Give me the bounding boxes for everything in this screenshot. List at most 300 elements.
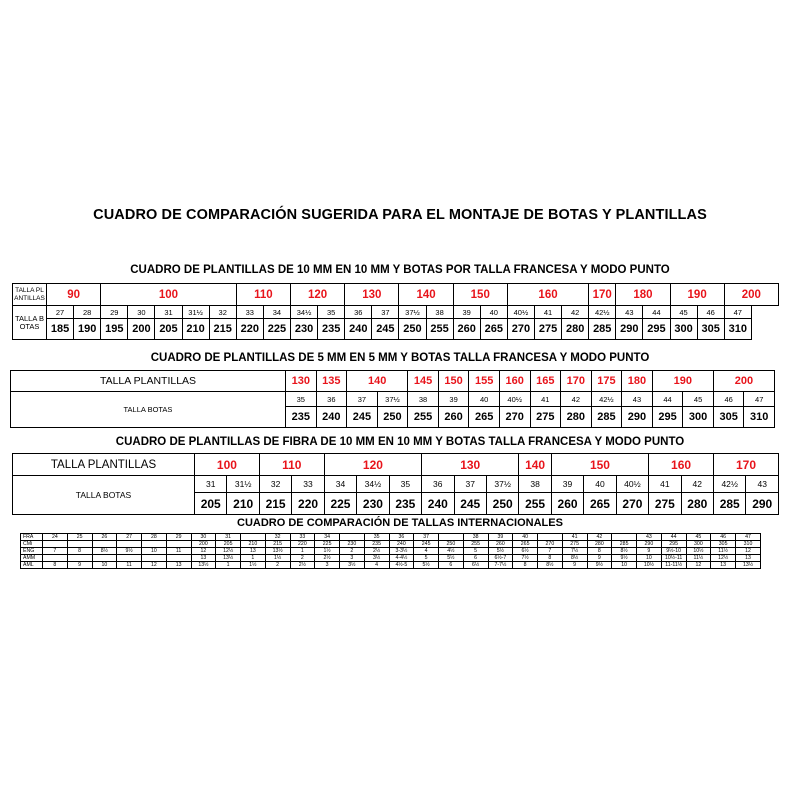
intl-size-cell: 245	[414, 541, 439, 548]
intl-size-cell: 5½	[488, 548, 513, 555]
modo-punto-cell: 270	[507, 319, 534, 340]
intl-size-cell: 310	[736, 541, 761, 548]
intl-size-cell: 10½	[637, 562, 662, 569]
table-tallas-internacionales	[20, 533, 761, 569]
plantilla-size-cell: 120	[324, 454, 421, 476]
talla-francesa-cell: 31	[155, 306, 182, 319]
intl-size-cell: 40	[513, 534, 538, 541]
intl-size-cell: 8	[67, 548, 92, 555]
talla-francesa-cell: 31	[195, 476, 227, 493]
plantilla-size-cell: 170	[589, 284, 616, 306]
plantilla-size-cell: 160	[507, 284, 588, 306]
talla-francesa-cell: 41	[530, 392, 561, 407]
intl-size-cell: 12	[686, 562, 711, 569]
intl-size-cell	[538, 534, 563, 541]
modo-punto-cell: 250	[486, 493, 518, 515]
intl-size-cell	[612, 534, 637, 541]
intl-size-cell: 38	[463, 534, 488, 541]
intl-size-cell: 11½	[711, 548, 736, 555]
intl-size-cell	[439, 534, 464, 541]
intl-size-cell: 200	[191, 541, 216, 548]
modo-punto-cell: 260	[453, 319, 480, 340]
plantilla-size-cell: 145	[408, 371, 439, 392]
modo-punto-cell: 280	[681, 493, 713, 515]
modo-punto-cell: 260	[551, 493, 583, 515]
modo-punto-cell: 260	[438, 407, 469, 428]
modo-punto-cell: 280	[562, 319, 589, 340]
label-talla-plantillas: TALLA PLANTILLAS	[13, 284, 47, 306]
intl-size-cell: 8½	[92, 548, 117, 555]
talla-francesa-cell: 40	[584, 476, 616, 493]
talla-francesa-cell: 36	[316, 392, 347, 407]
intl-row-label: FRA	[21, 534, 43, 541]
intl-size-cell: 2½	[364, 548, 389, 555]
intl-size-cell: 3	[315, 562, 340, 569]
talla-francesa-cell: 36	[345, 306, 372, 319]
table-plantillas-10mm	[12, 283, 779, 340]
talla-francesa-cell: 40½	[616, 476, 648, 493]
intl-size-cell: 9½	[612, 555, 637, 562]
intl-size-cell: 5½	[414, 562, 439, 569]
intl-size-cell: 7	[43, 548, 68, 555]
intl-size-cell	[166, 541, 191, 548]
modo-punto-cell: 250	[377, 407, 408, 428]
talla-francesa-cell: 42½	[714, 476, 746, 493]
intl-size-cell: 290	[637, 541, 662, 548]
talla-francesa-cell: 43	[746, 476, 779, 493]
intl-size-cell: 39	[488, 534, 513, 541]
talla-francesa-cell: 45	[683, 392, 714, 407]
modo-punto-cell: 230	[290, 319, 317, 340]
talla-francesa-cell: 42½	[589, 306, 616, 319]
intl-size-cell: 250	[439, 541, 464, 548]
intl-size-cell: 42	[587, 534, 612, 541]
intl-size-cell: 8½	[538, 562, 563, 569]
talla-francesa-cell: 37½	[486, 476, 518, 493]
intl-size-cell: 29	[166, 534, 191, 541]
intl-size-cell: 44	[661, 534, 686, 541]
plantilla-size-cell: 100	[101, 284, 237, 306]
plantilla-size-cell: 160	[649, 454, 714, 476]
plantilla-size-cell: 155	[469, 371, 500, 392]
modo-punto-cell: 230	[357, 493, 389, 515]
intl-size-cell: 9	[587, 555, 612, 562]
plantilla-size-cell: 160	[499, 371, 530, 392]
plantilla-size-cell: 110	[259, 454, 324, 476]
intl-size-cell: 8½	[562, 555, 587, 562]
row-talla-francesa	[13, 476, 779, 493]
intl-size-cell: 41	[562, 534, 587, 541]
intl-size-cell: 215	[265, 541, 290, 548]
intl-size-cell	[92, 541, 117, 548]
intl-size-cell: 4	[414, 548, 439, 555]
intl-size-cell: 8	[538, 555, 563, 562]
intl-size-cell: 9	[637, 548, 662, 555]
intl-size-cell: 8	[587, 548, 612, 555]
talla-francesa-cell: 45	[670, 306, 697, 319]
intl-size-cell: 13	[736, 555, 761, 562]
talla-francesa-cell: 46	[713, 392, 744, 407]
intl-size-cell	[241, 534, 266, 541]
plantilla-size-cell: 180	[622, 371, 653, 392]
intl-size-cell: 6½	[513, 548, 538, 555]
intl-size-cell: 6½	[463, 562, 488, 569]
intl-size-cell: 7½	[562, 548, 587, 555]
intl-size-cell: 25	[67, 534, 92, 541]
intl-size-cell: 7	[538, 548, 563, 555]
talla-francesa-cell: 41	[649, 476, 681, 493]
plantilla-size-cell: 140	[519, 454, 551, 476]
modo-punto-cell: 270	[499, 407, 530, 428]
talla-francesa-cell: 41	[534, 306, 561, 319]
talla-francesa-cell: 29	[101, 306, 128, 319]
intl-size-cell: 11-11½	[661, 562, 686, 569]
talla-francesa-cell: 35	[286, 392, 317, 407]
intl-size-cell: 24	[43, 534, 68, 541]
intl-size-cell: 47	[736, 534, 761, 541]
intl-size-cell	[166, 555, 191, 562]
label-talla-botas: TALLA BOTAS	[13, 306, 47, 340]
intl-size-cell: 2	[340, 548, 365, 555]
intl-size-cell: 10½-11	[661, 555, 686, 562]
modo-punto-cell: 275	[649, 493, 681, 515]
intl-size-cell: 300	[686, 541, 711, 548]
modo-punto-cell: 300	[683, 407, 714, 428]
plantilla-size-cell: 130	[422, 454, 519, 476]
plantilla-size-cell: 190	[670, 284, 724, 306]
intl-size-cell: 27	[117, 534, 142, 541]
plantilla-size-cell: 150	[453, 284, 507, 306]
talla-francesa-cell: 35	[389, 476, 421, 493]
intl-size-cell: 4-4½	[389, 555, 414, 562]
plantilla-size-cell: 150	[438, 371, 469, 392]
talla-francesa-cell: 42	[681, 476, 713, 493]
modo-punto-cell: 250	[399, 319, 426, 340]
page-title: CUADRO DE COMPARACIÓN SUGERIDA PARA EL MONTAJE DE BOTAS Y PLANTILLAS	[93, 207, 707, 223]
label-talla-plantillas: TALLA PLANTILLAS	[11, 371, 286, 392]
intl-size-cell: 12½	[711, 555, 736, 562]
intl-size-cell: 26	[92, 534, 117, 541]
modo-punto-cell: 205	[195, 493, 227, 515]
table-plantillas-5mm	[10, 370, 775, 428]
plantilla-size-cell: 175	[591, 371, 622, 392]
modo-punto-cell: 295	[652, 407, 683, 428]
intl-size-cell: 11½	[686, 555, 711, 562]
intl-size-cell: 12	[736, 548, 761, 555]
intl-size-cell: 13	[166, 562, 191, 569]
modo-punto-cell: 305	[697, 319, 724, 340]
talla-francesa-cell: 32	[259, 476, 291, 493]
modo-punto-cell: 255	[519, 493, 551, 515]
intl-size-cell: 46	[711, 534, 736, 541]
talla-francesa-cell: 40½	[507, 306, 534, 319]
intl-size-cell: 45	[686, 534, 711, 541]
intl-size-cell: 9	[67, 562, 92, 569]
intl-size-cell: 6	[439, 562, 464, 569]
intl-size-cell: 12	[191, 548, 216, 555]
intl-size-cell	[117, 555, 142, 562]
talla-francesa-cell: 42½	[591, 392, 622, 407]
plantilla-size-cell: 180	[616, 284, 670, 306]
plantilla-size-cell: 130	[286, 371, 317, 392]
plantilla-size-cell: 110	[236, 284, 290, 306]
talla-francesa-cell: 40	[469, 392, 500, 407]
intl-row-label: AML	[21, 562, 43, 569]
intl-size-cell: 34	[315, 534, 340, 541]
modo-punto-cell: 245	[372, 319, 399, 340]
intl-row-eng	[21, 548, 761, 555]
modo-punto-cell: 205	[155, 319, 182, 340]
talla-francesa-cell: 34	[263, 306, 290, 319]
plantilla-size-cell: 150	[551, 454, 648, 476]
row-talla-plantillas	[11, 371, 775, 392]
modo-punto-cell: 290	[622, 407, 653, 428]
intl-size-cell: 265	[513, 541, 538, 548]
talla-francesa-cell: 27	[47, 306, 74, 319]
talla-francesa-cell: 40	[480, 306, 507, 319]
intl-size-cell: 8	[513, 562, 538, 569]
talla-francesa-cell: 37½	[377, 392, 408, 407]
talla-francesa-cell: 44	[652, 392, 683, 407]
talla-francesa-cell: 47	[744, 392, 775, 407]
modo-punto-cell: 255	[408, 407, 439, 428]
intl-size-cell: 12½	[216, 548, 241, 555]
label-talla-plantillas: TALLA PLANTILLAS	[13, 454, 195, 476]
modo-punto-cell: 190	[74, 319, 101, 340]
talla-francesa-cell: 38	[519, 476, 551, 493]
talla-francesa-cell: 39	[453, 306, 480, 319]
row-talla-francesa	[11, 392, 775, 407]
intl-size-cell: 9½	[587, 562, 612, 569]
modo-punto-cell: 200	[128, 319, 155, 340]
plantilla-size-cell: 90	[47, 284, 101, 306]
modo-punto-cell: 265	[469, 407, 500, 428]
intl-size-cell: 11	[117, 562, 142, 569]
modo-punto-cell: 235	[389, 493, 421, 515]
intl-size-cell: 13	[191, 555, 216, 562]
modo-punto-cell: 245	[454, 493, 486, 515]
talla-francesa-cell: 34	[324, 476, 356, 493]
intl-size-cell: 36	[389, 534, 414, 541]
intl-size-cell: 13½	[216, 555, 241, 562]
intl-size-cell: 13	[711, 562, 736, 569]
modo-punto-cell: 265	[480, 319, 507, 340]
talla-francesa-cell: 44	[643, 306, 670, 319]
intl-size-cell: 4	[364, 562, 389, 569]
talla-francesa-cell: 37	[347, 392, 378, 407]
label-talla-botas: TALLA BOTAS	[11, 392, 286, 428]
intl-size-cell: 12	[142, 562, 167, 569]
table1-title: CUADRO DE PLANTILLAS DE 10 MM EN 10 MM Y BOTAS POR TALLA FRANCESA Y MODO PUNTO	[130, 264, 670, 276]
intl-size-cell: 8	[43, 562, 68, 569]
intl-size-cell: 7½	[513, 555, 538, 562]
intl-size-cell: 2	[265, 562, 290, 569]
modo-punto-cell: 215	[259, 493, 291, 515]
intl-size-cell	[142, 541, 167, 548]
modo-punto-cell: 225	[324, 493, 356, 515]
intl-size-cell: 13½	[265, 548, 290, 555]
modo-punto-cell: 310	[744, 407, 775, 428]
table3-title: CUADRO DE PLANTILLAS DE FIBRA DE 10 MM EN 10 MM Y BOTAS TALLA FRANCESA Y MODO PUNTO	[115, 436, 685, 448]
modo-punto-cell: 210	[227, 493, 259, 515]
talla-francesa-cell: 40½	[499, 392, 530, 407]
intl-size-cell: 1	[216, 562, 241, 569]
talla-francesa-cell: 42	[562, 306, 589, 319]
modo-punto-cell: 235	[318, 319, 345, 340]
intl-size-cell: 10	[92, 562, 117, 569]
modo-punto-cell: 220	[292, 493, 324, 515]
plantilla-size-cell: 140	[347, 371, 408, 392]
intl-row-label: AMM	[21, 555, 43, 562]
intl-row-label: ENG	[21, 548, 43, 555]
intl-size-cell: 260	[488, 541, 513, 548]
intl-size-cell: 270	[538, 541, 563, 548]
intl-row-aml	[21, 562, 761, 569]
intl-size-cell: 2½	[315, 555, 340, 562]
intl-size-cell: 285	[612, 541, 637, 548]
modo-punto-cell: 285	[589, 319, 616, 340]
intl-size-cell	[117, 541, 142, 548]
modo-punto-cell: 245	[347, 407, 378, 428]
intl-size-cell: 240	[389, 541, 414, 548]
modo-punto-cell: 275	[530, 407, 561, 428]
intl-size-cell: 8½	[612, 548, 637, 555]
intl-size-cell: 11	[166, 548, 191, 555]
intl-size-cell: 5	[414, 555, 439, 562]
intl-size-cell: 35	[364, 534, 389, 541]
modo-punto-cell: 225	[263, 319, 290, 340]
intl-size-cell: 37	[414, 534, 439, 541]
plantilla-size-cell: 135	[316, 371, 347, 392]
row-modo-punto	[13, 319, 779, 340]
intl-size-cell: 9½-10	[661, 548, 686, 555]
plantilla-size-cell: 200	[713, 371, 774, 392]
intl-size-cell: 255	[463, 541, 488, 548]
talla-francesa-cell: 31½	[182, 306, 209, 319]
talla-francesa-cell: 37	[372, 306, 399, 319]
table4-title: CUADRO DE COMPARACIÓN DE TALLAS INTERNACIONALES	[237, 517, 563, 529]
modo-punto-cell: 220	[236, 319, 263, 340]
modo-punto-cell: 285	[591, 407, 622, 428]
talla-francesa-cell: 42	[561, 392, 592, 407]
modo-punto-cell: 270	[616, 493, 648, 515]
intl-size-cell: 9½	[117, 548, 142, 555]
intl-size-cell: 9	[562, 562, 587, 569]
talla-francesa-cell: 35	[318, 306, 345, 319]
talla-francesa-cell: 38	[408, 392, 439, 407]
modo-punto-cell: 290	[616, 319, 643, 340]
talla-francesa-cell: 47	[724, 306, 751, 319]
plantilla-size-cell: 190	[652, 371, 713, 392]
modo-punto-cell: 275	[534, 319, 561, 340]
talla-francesa-cell: 46	[697, 306, 724, 319]
plantilla-size-cell: 120	[290, 284, 344, 306]
intl-size-cell: 1½	[241, 562, 266, 569]
intl-size-cell: 28	[142, 534, 167, 541]
modo-punto-cell: 305	[713, 407, 744, 428]
modo-punto-cell: 240	[316, 407, 347, 428]
intl-size-cell	[92, 555, 117, 562]
talla-francesa-cell: 39	[438, 392, 469, 407]
intl-size-cell: 305	[711, 541, 736, 548]
intl-row-amm	[21, 555, 761, 562]
label-talla-botas: TALLA BOTAS	[13, 476, 195, 515]
plantilla-size-cell: 200	[724, 284, 778, 306]
talla-francesa-cell: 34½	[290, 306, 317, 319]
row-talla-plantillas	[13, 454, 779, 476]
intl-size-cell: 6	[463, 555, 488, 562]
modo-punto-cell: 285	[714, 493, 746, 515]
intl-size-cell	[340, 534, 365, 541]
modo-punto-cell: 210	[182, 319, 209, 340]
intl-size-cell: 13½	[191, 562, 216, 569]
intl-size-cell: 3-3½	[389, 548, 414, 555]
intl-size-cell	[43, 541, 68, 548]
intl-size-cell: 1	[290, 548, 315, 555]
intl-size-cell: 5	[463, 548, 488, 555]
intl-size-cell: 295	[661, 541, 686, 548]
intl-size-cell: 275	[562, 541, 587, 548]
intl-size-cell: 3½	[364, 555, 389, 562]
modo-punto-cell: 215	[209, 319, 236, 340]
plantilla-size-cell: 100	[195, 454, 260, 476]
intl-size-cell: 31	[216, 534, 241, 541]
intl-size-cell: 210	[241, 541, 266, 548]
intl-size-cell: 235	[364, 541, 389, 548]
talla-francesa-cell: 37	[454, 476, 486, 493]
intl-size-cell: 32	[265, 534, 290, 541]
modo-punto-cell: 265	[584, 493, 616, 515]
modo-punto-cell: 295	[643, 319, 670, 340]
modo-punto-cell: 300	[670, 319, 697, 340]
plantilla-size-cell: 130	[345, 284, 399, 306]
intl-size-cell	[142, 555, 167, 562]
plantilla-size-cell: 170	[561, 371, 592, 392]
talla-francesa-cell: 34½	[357, 476, 389, 493]
intl-size-cell: 10	[612, 562, 637, 569]
intl-size-cell: 1	[241, 555, 266, 562]
intl-size-cell: 10	[637, 555, 662, 562]
intl-size-cell: 230	[340, 541, 365, 548]
plantilla-size-cell: 165	[530, 371, 561, 392]
intl-size-cell	[67, 541, 92, 548]
intl-size-cell: 2	[290, 555, 315, 562]
intl-size-cell: 5½	[439, 555, 464, 562]
intl-size-cell: 2½	[290, 562, 315, 569]
intl-size-cell: 1½	[265, 555, 290, 562]
table-plantillas-fibra	[12, 453, 779, 515]
intl-size-cell: 1½	[315, 548, 340, 555]
intl-row-fra	[21, 534, 761, 541]
intl-size-cell: 13	[241, 548, 266, 555]
talla-francesa-cell: 37½	[399, 306, 426, 319]
talla-francesa-cell: 33	[236, 306, 263, 319]
modo-punto-cell: 240	[345, 319, 372, 340]
modo-punto-cell: 280	[561, 407, 592, 428]
modo-punto-cell: 290	[746, 493, 779, 515]
modo-punto-cell: 185	[47, 319, 74, 340]
talla-francesa-cell: 33	[292, 476, 324, 493]
modo-punto-cell: 255	[426, 319, 453, 340]
intl-size-cell: 10	[142, 548, 167, 555]
intl-size-cell: 3	[340, 555, 365, 562]
modo-punto-cell: 195	[101, 319, 128, 340]
talla-francesa-cell: 30	[128, 306, 155, 319]
talla-francesa-cell: 39	[551, 476, 583, 493]
row-talla-plantillas	[13, 284, 779, 306]
talla-francesa-cell: 36	[422, 476, 454, 493]
intl-size-cell	[43, 555, 68, 562]
